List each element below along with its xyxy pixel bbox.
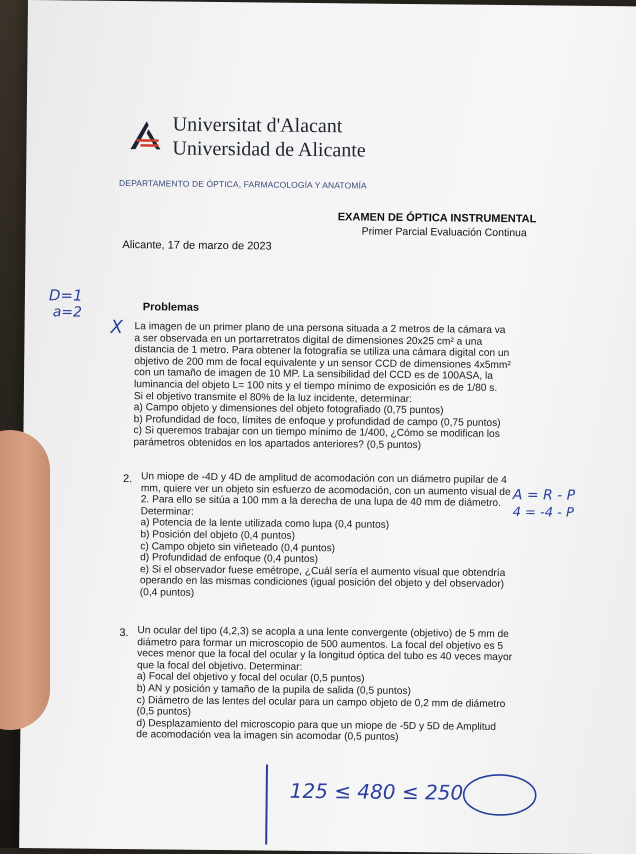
exam-title: EXAMEN DE ÓPTICA INSTRUMENTAL xyxy=(337,211,537,226)
text-line: operando en las mismas condiciones (igual posición del objeto y del observador) xyxy=(139,575,505,591)
problem-3-number: 3. xyxy=(119,626,129,640)
problem-1-text xyxy=(133,321,514,453)
problem-2-number: 2. xyxy=(122,473,133,486)
handwritten-a-note: a=2 xyxy=(52,304,83,321)
problem-3-text xyxy=(136,625,522,745)
text-line: a) Potencia de la lente utilizada como lupa (0,4 puntos) xyxy=(140,517,390,532)
text-line: a) Focal del objetivo y focal del ocular (0,5 puntos) xyxy=(136,671,365,685)
text-line: d) Profundidad de enfoque (0,4 puntos) xyxy=(140,552,319,566)
text-line: e) Si el observador fuese emétrope, ¿Cuál sería el aumento visual que obtendría xyxy=(139,563,506,579)
text-line: veces menor que la focal del ocular y la longitud óptica del tubo es 40 veces mayor xyxy=(137,648,513,664)
problem-1-mark: X xyxy=(110,316,124,339)
exam-subtitle: Primer Parcial Evaluación Continua xyxy=(361,225,527,240)
text-line: c) Si queremos trabajar con un tiempo mínimo de 1/400, ¿Cómo se modifican los xyxy=(133,425,500,441)
exam-sheet xyxy=(19,0,636,854)
handwritten-circle-icon xyxy=(459,771,539,820)
text-line: La imagen de un primer plano de una persona situada a 2 metros de la cámara va xyxy=(134,321,506,337)
text-line: Un miope de -4D y 4D de amplitud de acomodación con un diámetro pupilar de 4 xyxy=(140,471,507,487)
handwritten-formula-2: 4 = -4 - P xyxy=(512,505,574,521)
text-line: Si el objetivo transmite el 80% de la luz incidente, determinar: xyxy=(133,390,412,405)
text-line: parámetros obtenidos en los apartados anteriores? (0,5 puntos) xyxy=(133,437,422,452)
text-line: b) Profundidad de foco, límites de enfoque y profundidad de campo (0,75 puntos) xyxy=(133,413,501,429)
handwritten-bracket-stroke xyxy=(265,765,268,845)
text-line: b) Posición del objeto (0,4 puntos) xyxy=(140,529,296,542)
section-title: Problemas xyxy=(142,301,200,314)
handwritten-formula-1: A = R - P xyxy=(512,487,576,504)
university-name-ca: Universitat d'Alacant xyxy=(172,113,343,138)
text-line: de acomodación vea la imagen sin acomodar (0,5 puntos) xyxy=(136,729,399,744)
text-line: a) Campo objeto y dimensiones del objeto fotografiado (0,75 puntos) xyxy=(133,402,444,417)
text-line: (0,4 puntos) xyxy=(139,587,195,599)
text-line: b) AN y posición y tamaño de la pupila de salida (0,5 puntos) xyxy=(136,683,411,698)
text-line: c) Campo objeto sin viñeteado (0,4 puntos) xyxy=(140,540,336,554)
text-line: Determinar: xyxy=(140,505,194,518)
text-line: 2. Para ello se sitúa a 100 mm a la derecha de una lupa de 40 mm de diámetro. xyxy=(140,494,501,510)
exam-date: Alicante, 17 de marzo de 2023 xyxy=(122,239,272,253)
text-line: que la focal del objetivo. Determinar: xyxy=(136,659,303,673)
text-line: a ser observada en un portarretratos digital de dimensiones 20x25 cm² a una xyxy=(134,332,483,348)
text-line: (0,5 puntos) xyxy=(136,706,191,718)
handwritten-d-note: D=1 xyxy=(48,286,83,305)
text-line: con un tamaño de imagen de 10 MP. La sensibilidad del CCD es de 100ASA, la xyxy=(134,367,494,383)
text-line: luminancia del objeto L= 100 nits y el tiempo mínimo de exposición es de 1/80 s. xyxy=(133,379,498,394)
text-line: objetivo de 200 mm de focal equivalente y un sensor CCD de dimensiones 4x5mm² xyxy=(134,355,511,371)
text-line: c) Diámetro de las lentes del ocular para un campo objeto de 0,2 mm de diámetro xyxy=(136,694,506,710)
text-line: diámetro para formar un microscopio de 500 aumentos. La focal del objetivo es 5 xyxy=(137,636,504,652)
department-name: DEPARTAMENTO DE ÓPTICA, FARMACOLOGÍA Y ANATOMÍA xyxy=(119,177,367,191)
text-line: d) Desplazamiento del microscopio para que un miope de -5D y 5D de Amplitud xyxy=(136,717,497,733)
text-line: mm, quiere ver un objeto sin esfuerzo de acomodación, con un aumento visual de xyxy=(140,482,511,498)
text-line: distancia de 1 metro. Para obtener la fotografía se utiliza una cámara digital con un xyxy=(134,344,510,360)
problem-2-text xyxy=(140,471,521,603)
university-logo-icon xyxy=(126,117,166,153)
thumb xyxy=(0,430,50,730)
text-line: Un ocular del tipo (4,2,3) se acopla a una lente convergente (objetivo) de 5 mm de xyxy=(137,625,509,641)
university-name-es: Universidad de Alicante xyxy=(172,137,366,162)
handwritten-inequality: 125 ≤ 480 ≤ 250 xyxy=(289,778,464,805)
